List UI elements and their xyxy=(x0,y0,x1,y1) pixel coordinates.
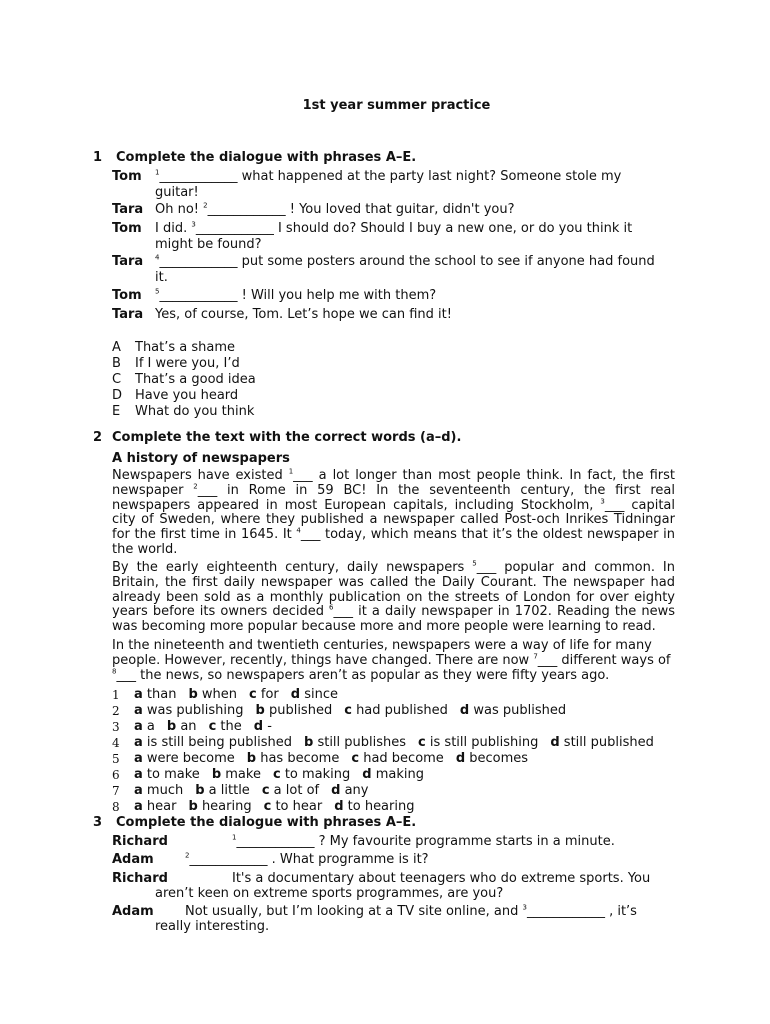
option-b: an xyxy=(180,719,197,734)
phrase-text: That’s a shame xyxy=(135,340,236,355)
line-text-cont: it. xyxy=(155,269,168,285)
option-d: still published xyxy=(563,735,654,750)
ex1-speaker: Tom xyxy=(112,169,142,184)
option-c: had published xyxy=(356,703,448,718)
footnote-number: 3 xyxy=(191,220,196,229)
line-pre: Oh no! xyxy=(155,202,204,217)
ex2-paragraph-3 xyxy=(112,639,675,683)
option-c: to hear xyxy=(275,799,323,814)
blank: ____________ xyxy=(159,288,238,303)
footnote-number: 2 xyxy=(193,482,198,491)
ex3-heading: Complete the dialogue with phrases A–E. xyxy=(116,815,417,830)
ex2-subheading: A history of newspapers xyxy=(112,451,290,466)
option-number: 3 xyxy=(112,720,120,734)
option-row: a than b when c for d since xyxy=(134,687,338,702)
ex3-speaker: Adam xyxy=(112,904,154,919)
option-number: 7 xyxy=(112,784,120,798)
option-a: a xyxy=(146,719,155,734)
ex1-line-1 xyxy=(155,169,675,200)
ex2-paragraph-2 xyxy=(112,561,675,635)
ex1-speaker: Tara xyxy=(112,307,144,322)
phrase-letter: B xyxy=(112,356,121,371)
line-text-cont: guitar! xyxy=(155,184,199,200)
footnote-number: 7 xyxy=(533,652,538,661)
ex1-number: 1 xyxy=(93,150,103,165)
blank: ____________ xyxy=(207,202,286,217)
option-row: a was publishing b published c had published d was published xyxy=(134,703,567,718)
phrase-text: Have you heard xyxy=(135,388,239,403)
line-text: . What programme is it? xyxy=(267,852,429,867)
footnote-number: 3 xyxy=(522,903,527,912)
ex3-speaker: Adam xyxy=(112,852,154,867)
phrase-text: That’s a good idea xyxy=(135,372,256,387)
ex1-line-6: Yes, of course, Tom. Let’s hope we can find it! xyxy=(155,307,452,322)
footnote-number: 2 xyxy=(185,851,190,860)
option-d: making xyxy=(375,767,424,782)
option-c: for xyxy=(260,687,279,702)
ex3-line-1 xyxy=(232,834,615,850)
ex3-line-4 xyxy=(185,904,637,920)
phrase-text: If I were you, I’d xyxy=(135,356,240,371)
option-number: 5 xyxy=(112,752,120,766)
option-b: hearing xyxy=(201,799,252,814)
ex1-line-4 xyxy=(155,254,675,285)
blank: ____________ xyxy=(195,221,274,236)
option-a: is still being published xyxy=(146,735,292,750)
option-a: much xyxy=(146,783,184,798)
paragraph-text: By the early eighteenth century, daily newspapers xyxy=(112,560,473,575)
ex3-line-4-cont: really interesting. xyxy=(155,919,270,934)
phrase-letter: A xyxy=(112,340,121,355)
option-row: a much b a little c a lot of d any xyxy=(134,783,369,798)
ex1-line-5 xyxy=(155,288,675,304)
paragraph-text: ___ in Rome in 59 BC! In the seventeenth century, the first real newspapers appeared in most European capitals, including Stockholm, xyxy=(112,482,675,513)
option-row: a is still being published b still publishes c is still publishing d still published xyxy=(134,735,654,750)
option-d: becomes xyxy=(469,751,529,766)
page-title: 1st year summer practice xyxy=(302,98,491,113)
paragraph-text: ___ the news, so newspapers aren’t as popular as they were fifty years ago. xyxy=(116,667,610,683)
option-d: to hearing xyxy=(347,799,415,814)
footnote-number: 1 xyxy=(288,467,294,476)
option-b: a little xyxy=(208,783,250,798)
phrase-text: What do you think xyxy=(135,404,255,419)
paragraph-text: ___ it a daily newspaper in 1702. Reading the news was becoming more popular because more and more people were learning to read. xyxy=(112,604,675,635)
ex1-speaker: Tom xyxy=(112,221,142,236)
ex3-number: 3 xyxy=(93,815,103,830)
ex3-line-2 xyxy=(185,852,429,868)
paragraph-text: ___ capital city of Sweden, where they published a newspaper called Post-och Inrikes Tidningar for the first time in 1645. It xyxy=(112,497,675,543)
blank: ____________ xyxy=(189,852,268,867)
phrase-letter: C xyxy=(112,372,122,387)
line-text: ? My favourite programme starts in a minute. xyxy=(314,834,615,849)
footnote-number: 1 xyxy=(155,168,160,177)
option-number: 6 xyxy=(112,768,120,782)
ex3-line-3: It's a documentary about teenagers who do extreme sports. You xyxy=(232,871,651,886)
option-a: hear xyxy=(146,799,177,814)
option-c: the xyxy=(220,719,242,734)
footnote-number: 3 xyxy=(600,497,605,506)
ex1-line-3 xyxy=(155,221,675,252)
footnote-number: 1 xyxy=(232,833,237,842)
ex1-speaker: Tom xyxy=(112,288,142,303)
line-text: , it’s xyxy=(604,904,637,919)
paragraph-text: In the nineteenth and twentieth centuries, newspapers were a way of life for many people. However, recently, things have changed. There are now xyxy=(112,638,652,668)
ex2-heading: Complete the text with the correct words (a–d). xyxy=(112,430,462,445)
option-row: a hear b hearing c to hear d to hearing xyxy=(134,799,415,814)
option-b: has become xyxy=(260,751,340,766)
footnote-number: 4 xyxy=(296,526,301,535)
footnote-number: 5 xyxy=(472,559,477,568)
paragraph-text: Newspapers have existed xyxy=(112,468,289,483)
ex3-speaker: Richard xyxy=(112,871,168,886)
line-text: ! Will you help me with them? xyxy=(237,288,437,303)
option-a: to make xyxy=(146,767,200,782)
option-a: was publishing xyxy=(146,703,244,718)
blank: ____________ xyxy=(236,834,315,849)
option-b: make xyxy=(225,767,261,782)
option-b: when xyxy=(201,687,238,702)
option-row: a to make b make c to making d making xyxy=(134,767,424,782)
option-d: - xyxy=(267,719,272,734)
paragraph-text: ___ different ways of xyxy=(537,652,671,668)
line-text-cont: might be found? xyxy=(155,236,262,252)
paragraph-text: ___ popular and common. In Britain, the first daily newspaper was called the Daily Courant. The newspaper had already been sold as a monthly publication on the streets of London for over eighty years before its owners decided xyxy=(112,560,675,620)
footnote-number: 8 xyxy=(112,667,117,676)
paragraph-text: ___ today, which means that it’s the oldest newspaper in the world. xyxy=(112,527,675,557)
blank: ____________ xyxy=(526,904,605,919)
option-d: was published xyxy=(473,703,567,718)
option-c: a lot of xyxy=(273,783,320,798)
line-text: I should do? Should I buy a new one, or do you think it xyxy=(273,221,633,236)
option-a: than xyxy=(146,687,177,702)
ex2-number: 2 xyxy=(93,430,103,445)
ex1-speaker: Tara xyxy=(112,254,144,269)
line-text: what happened at the party last night? Someone stole my xyxy=(237,169,622,184)
blank: ____________ xyxy=(159,254,238,269)
ex1-speaker: Tara xyxy=(112,202,144,217)
option-d: any xyxy=(344,783,369,798)
phrase-letter: D xyxy=(112,388,123,403)
option-a: were become xyxy=(146,751,235,766)
option-b: still publishes xyxy=(317,735,407,750)
option-c: to making xyxy=(284,767,351,782)
option-row: a a b an c the d - xyxy=(134,719,272,734)
ex2-paragraph-1 xyxy=(112,469,675,558)
footnote-number: 5 xyxy=(155,287,160,296)
option-row: a were become b has become c had become d becomes xyxy=(134,751,529,766)
option-b: published xyxy=(268,703,333,718)
footnote-number: 2 xyxy=(203,201,208,210)
paragraph-text: ___ a lot longer than most people think. In fact, the first newspaper xyxy=(112,468,675,498)
ex3-line-3-cont: aren’t keen on extreme sports programmes, are you? xyxy=(155,886,504,901)
ex1-line-2 xyxy=(155,202,675,218)
ex1-heading: Complete the dialogue with phrases A–E. xyxy=(116,150,417,165)
option-c: had become xyxy=(363,751,444,766)
blank: ____________ xyxy=(159,169,238,184)
option-number: 1 xyxy=(112,688,120,702)
line-text: ! You loved that guitar, didn't you? xyxy=(285,202,515,217)
line-pre: Not usually, but I’m looking at a TV site online, and xyxy=(185,904,523,919)
option-number: 4 xyxy=(112,736,120,750)
option-number: 8 xyxy=(112,800,120,814)
ex3-speaker: Richard xyxy=(112,834,168,849)
option-d: since xyxy=(304,687,338,702)
footnote-number: 4 xyxy=(155,253,160,262)
line-text: put some posters around the school to see if anyone had found xyxy=(237,254,655,269)
phrase-letter: E xyxy=(112,404,121,419)
line-pre: I did. xyxy=(155,221,192,236)
option-number: 2 xyxy=(112,704,120,718)
footnote-number: 6 xyxy=(329,604,334,613)
option-c: is still publishing xyxy=(429,735,539,750)
